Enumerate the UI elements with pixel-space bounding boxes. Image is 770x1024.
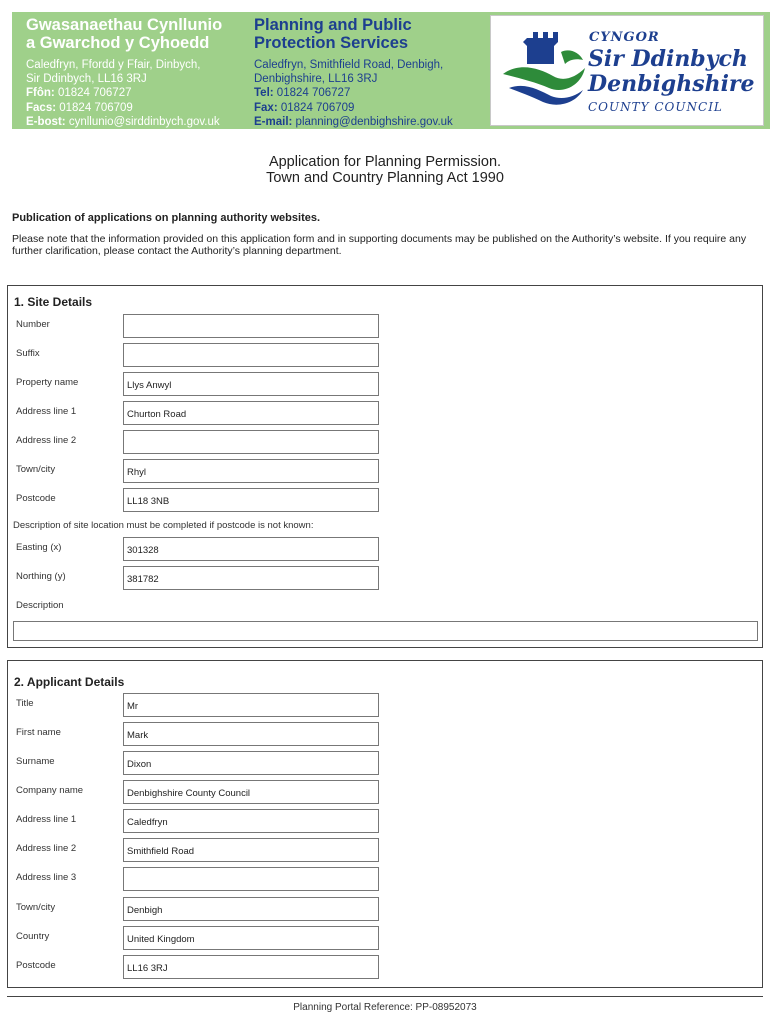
english-title-line1: Planning and Public <box>254 16 412 34</box>
field-label: Description <box>16 600 64 611</box>
site-northing-field[interactable]: 381782 <box>123 566 379 590</box>
welsh-fax-label: Facs: <box>26 101 57 114</box>
welsh-phone: 01824 706727 <box>57 87 132 100</box>
field-label: Address line 3 <box>16 872 77 883</box>
field-label: Easting (x) <box>16 542 62 553</box>
site-address-line1-field[interactable]: Churton Road <box>123 401 379 425</box>
applicant-first-name-field[interactable]: Mark <box>123 722 379 746</box>
applicant-address-line3-field[interactable] <box>123 867 379 891</box>
english-phone: 01824 706727 <box>276 87 351 100</box>
field-label: Town/city <box>16 902 56 913</box>
welsh-fax: 01824 706709 <box>59 101 133 114</box>
applicant-title-field[interactable]: Mr <box>123 693 379 717</box>
applicant-address-line1-field[interactable]: Caledfryn <box>123 809 379 833</box>
field-label: Company name <box>16 785 84 796</box>
welsh-address-line2: Sir Ddinbych, LL16 3RJ <box>26 73 147 86</box>
welsh-address-line1: Caledfryn, Ffordd y Ffair, Dinbych, <box>26 59 201 71</box>
form-title-line2: Town and Country Planning Act 1990 <box>266 170 504 186</box>
english-phone-label: Tel: <box>254 87 274 100</box>
site-postcode-field[interactable]: LL18 3NB <box>123 488 379 512</box>
applicant-address-line2-field[interactable]: Smithfield Road <box>123 838 379 862</box>
english-email-label: E-mail: <box>254 115 293 128</box>
council-logo <box>490 15 764 126</box>
english-contact-block <box>254 16 484 129</box>
field-label: Address line 1 <box>16 814 77 825</box>
logo-denbighshire: Denbighshire <box>588 71 755 97</box>
site-suffix-field[interactable] <box>123 343 379 367</box>
field-label: Property name <box>16 377 79 388</box>
english-fax-label: Fax: <box>254 101 278 114</box>
field-label: First name <box>16 727 61 738</box>
site-address-line2-field[interactable] <box>123 430 379 454</box>
logo-cyngor: CYNGOR <box>589 30 660 45</box>
english-email: planning@denbighshire.gov.uk <box>295 115 453 128</box>
header-banner <box>12 12 770 129</box>
applicant-town-field[interactable]: Denbigh <box>123 897 379 921</box>
site-town-field[interactable]: Rhyl <box>123 459 379 483</box>
portal-reference: Planning Portal Reference: PP-08952073 <box>293 1002 477 1013</box>
site-description-field[interactable] <box>13 621 758 641</box>
field-label: Postcode <box>16 493 56 504</box>
welsh-phone-label: Ffôn: <box>26 87 55 100</box>
applicant-company-field[interactable]: Denbighshire County Council <box>123 780 379 804</box>
logo-county-council: COUNTY COUNCIL <box>588 100 723 114</box>
english-title-line2: Protection Services <box>254 34 409 52</box>
field-label: Surname <box>16 756 55 767</box>
field-label: Postcode <box>16 960 56 971</box>
field-label: Northing (y) <box>16 571 66 582</box>
publication-heading: Publication of applications on planning authority websites. <box>12 212 321 224</box>
applicant-postcode-field[interactable]: LL16 3RJ <box>123 955 379 979</box>
applicant-details-section <box>7 660 763 988</box>
welsh-contact-block <box>26 16 256 129</box>
field-label: Suffix <box>16 348 40 359</box>
field-label: Town/city <box>16 464 56 475</box>
site-number-field[interactable] <box>123 314 379 338</box>
section-title: 1. Site Details <box>14 295 93 309</box>
site-property-name-field[interactable]: Llys Anwyl <box>123 372 379 396</box>
field-label: Address line 2 <box>16 435 77 446</box>
field-label: Title <box>16 698 34 709</box>
field-label: Country <box>16 931 50 942</box>
location-note: Description of site location must be completed if postcode is not known: <box>13 520 314 531</box>
field-label: Number <box>16 319 50 330</box>
castle-wave-icon <box>499 28 589 108</box>
publication-text: Please note that the information provided on this application form and in supporting documents may be published on the Authority’s website. If you require any further clarification, please contact the Authority’s planning department. <box>12 233 747 257</box>
english-fax: 01824 706709 <box>280 101 355 114</box>
welsh-title-line2: a Gwarchod y Cyhoedd <box>26 34 210 52</box>
welsh-email: cynllunio@sirddinbych.gov.uk <box>68 115 220 128</box>
welsh-title-line1: Gwasanaethau Cynllunio <box>26 16 223 34</box>
field-label: Address line 1 <box>16 406 77 417</box>
applicant-country-field[interactable]: United Kingdom <box>123 926 379 950</box>
site-easting-field[interactable]: 301328 <box>123 537 379 561</box>
applicant-surname-field[interactable]: Dixon <box>123 751 379 775</box>
section-title: 2. Applicant Details <box>14 675 125 689</box>
welsh-email-label: E-bost: <box>26 115 66 128</box>
site-details-section <box>7 285 763 648</box>
field-label: Address line 2 <box>16 843 77 854</box>
form-title-line1: Application for Planning Permission. <box>268 154 502 170</box>
logo-sir-ddinbych: Sir Ddinbych <box>588 46 748 72</box>
english-address-line2: Denbighshire, LL16 3RJ <box>254 73 378 86</box>
footer-divider <box>7 996 763 997</box>
english-address-line1: Caledfryn, Smithfield Road, Denbigh, <box>254 59 444 71</box>
